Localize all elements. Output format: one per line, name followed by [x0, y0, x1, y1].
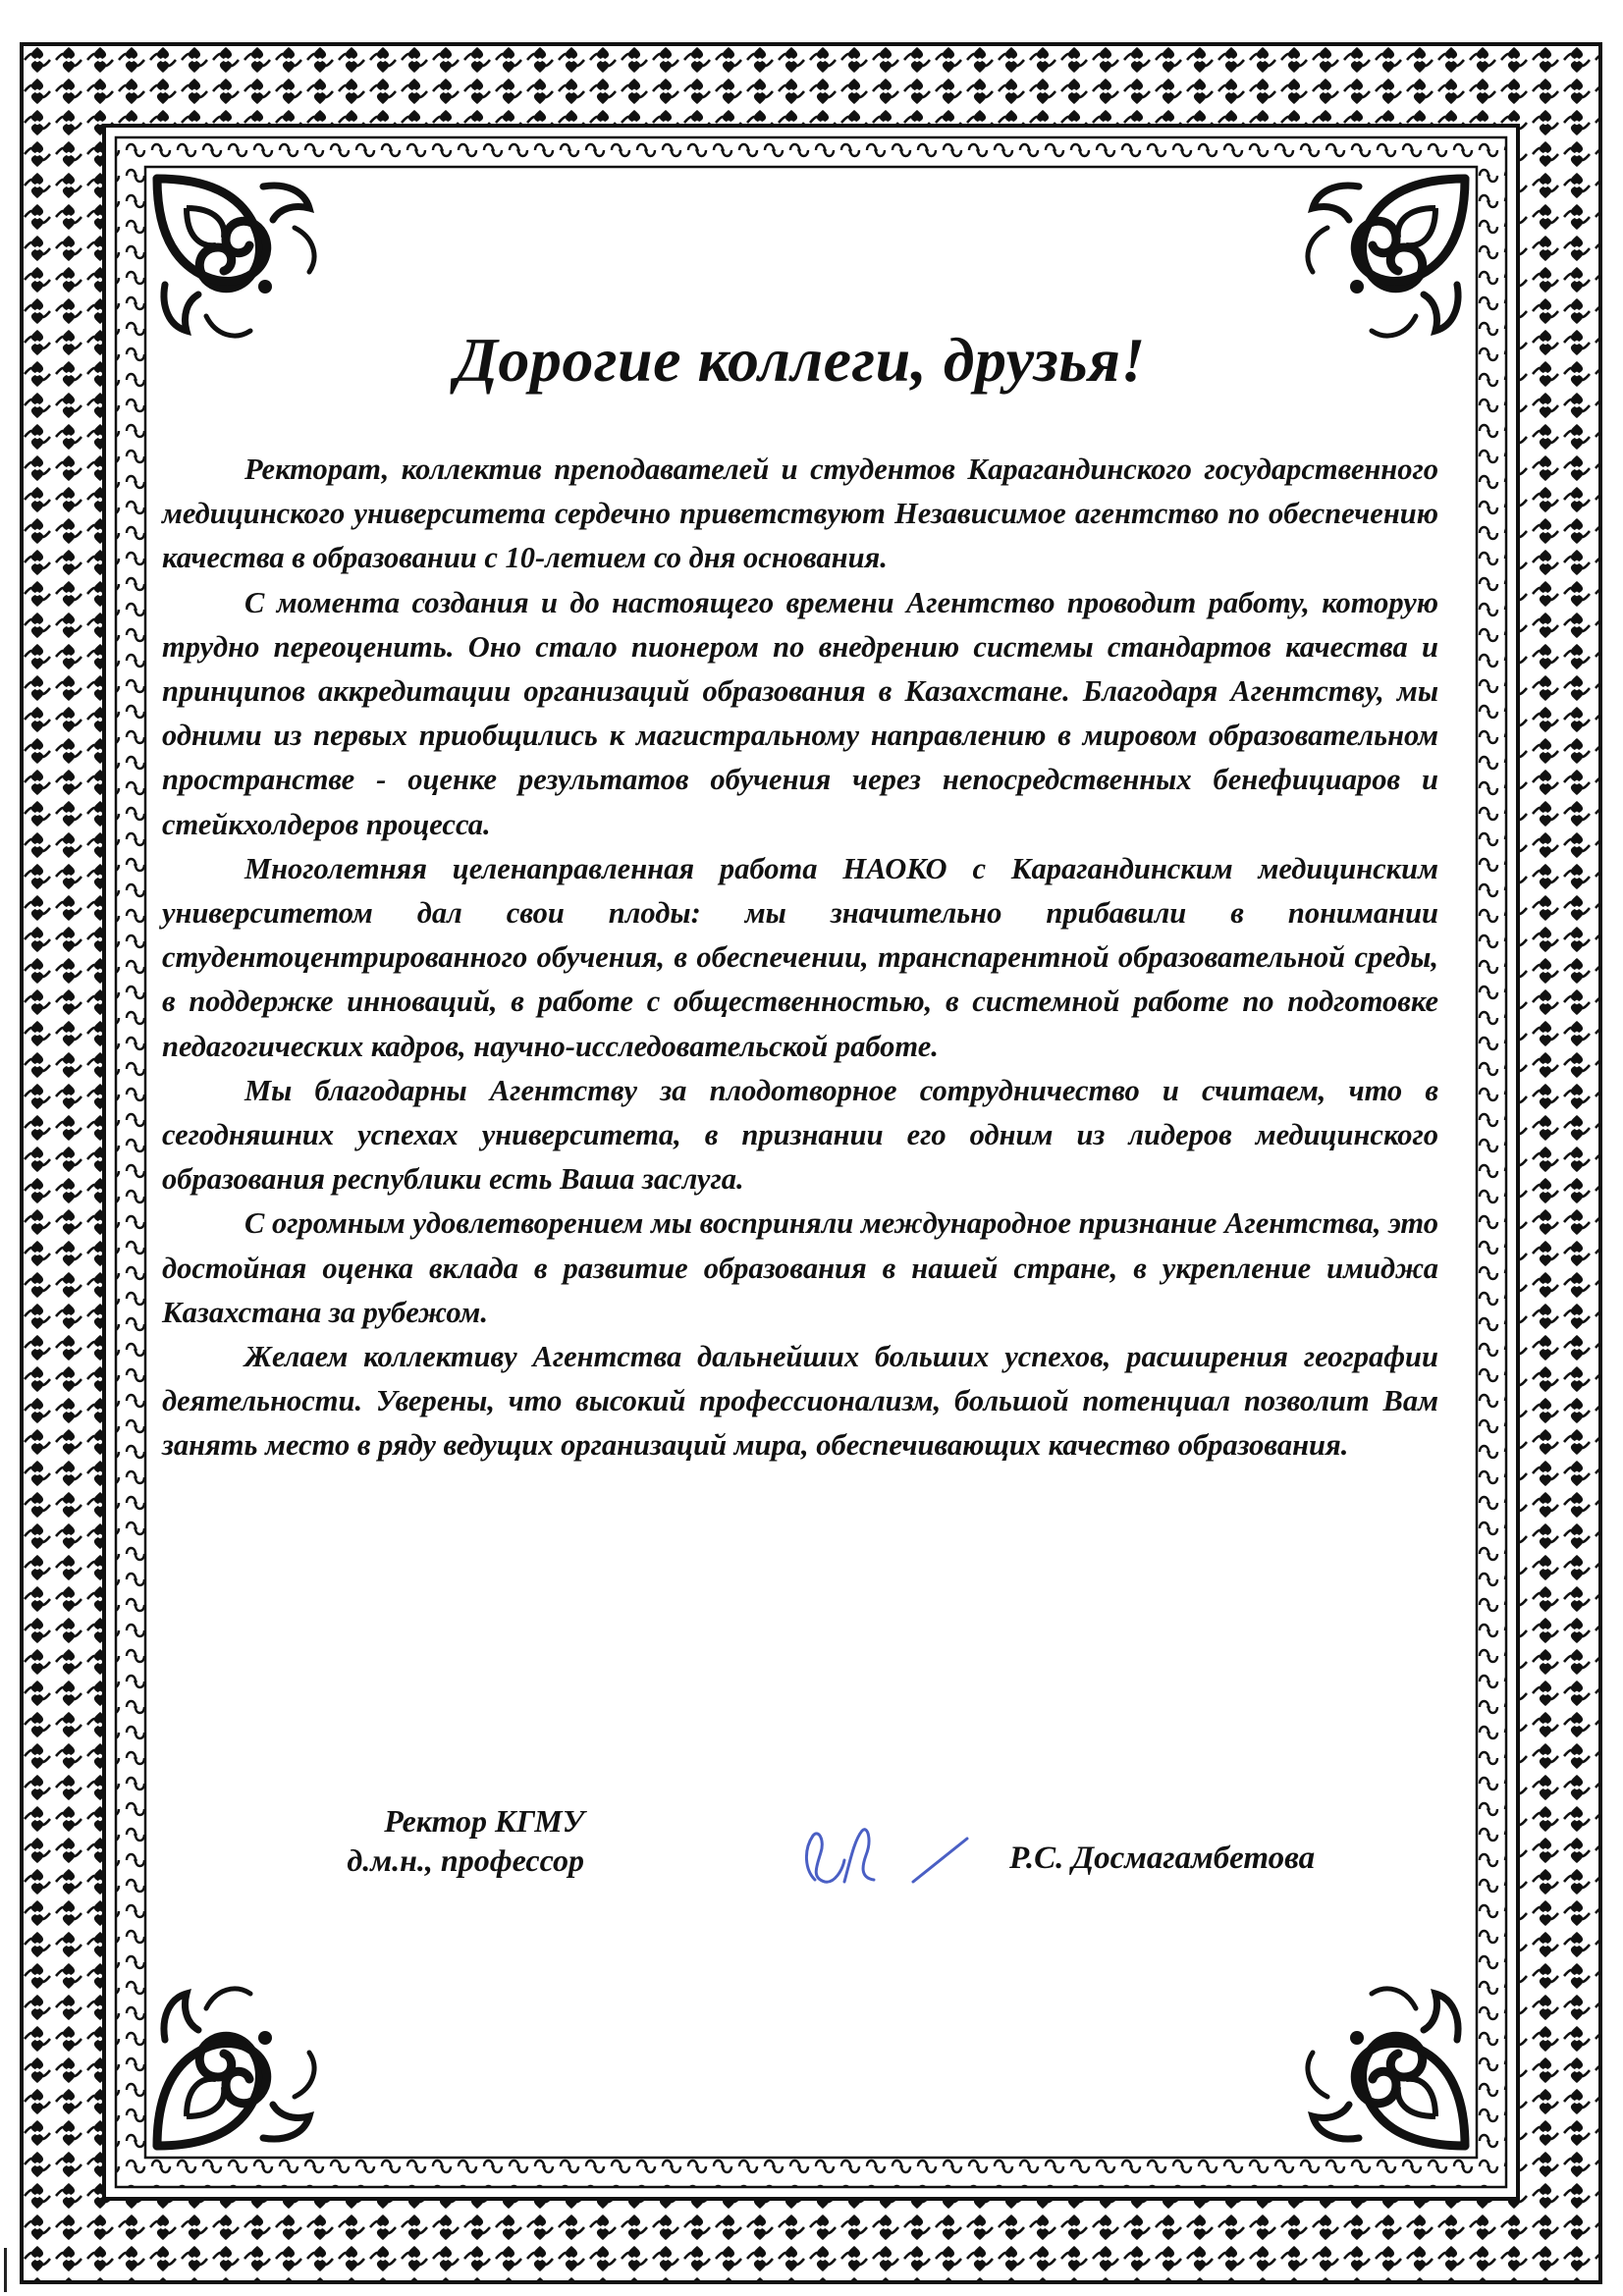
handwritten-signature — [785, 1801, 982, 1899]
signatory-name: Р.С. Досмагамбетова — [1009, 1841, 1316, 1876]
paragraph-wishes: Желаем коллективу Агентства дальнейших больших успехов, расширения географии деятельности. Уверены, что высокий профессионализм, большой потенциал позволит Вам занять место в ряду ведущих организаций мира, обеспечивающих качество образования. — [162, 1340, 1438, 1463]
signatory-title — [295, 1801, 584, 1880]
paragraph-gratitude: Мы благодарны Агентству за плодотворное сотрудничество и считаем, что в сегодняшних успехах университета, в признании его одним из лидеров медицинского образования республики есть Ваша заслуга. — [162, 1073, 1438, 1197]
paragraph-agency-work: С момента создания и до настоящего времени Агентство проводит работу, которую трудно переоценить. Оно стало пионером по внедрению системы стандартов качества и принципов аккредитации организаций образования в Казахстане. Благодаря Агентству, мы одними из первых приобщились к магистральному направлению в мировом образовательном пространстве - оценке результатов обучения через непосредственных бенефициаров и стейкхолдеров процесса. — [162, 585, 1438, 841]
paragraph-international-recognition: С огромным удовлетворением мы восприняли международное признание Агентства, это достойная оценка вклада в развитие образования в нашей стране, в укрепление имиджа Казахстана за рубежом. — [162, 1206, 1438, 1329]
paragraph-congratulation: Ректорат, коллектив преподавателей и студентов Карагандинского государственного медицинского университета сердечно приветствуют Независимое агентство по обеспечению качества в образовании с 10-летием со дня основания. — [162, 453, 1438, 575]
signatory-degree: д.м.н., профессор — [347, 1842, 584, 1878]
scan-edge-mark — [4, 2248, 7, 2292]
letter-body — [162, 324, 1438, 1468]
signatory-position: Ректор КГМУ — [384, 1803, 584, 1839]
signature-block — [0, 1801, 1623, 1909]
paragraph-cooperation-results: Многолетняя целенаправленная работа НАОКО с Карагандинским медицинским университетом дал свои плоды: мы значительно прибавили в понимании студентоцентрированного обучения, в обеспечении, транспарентной образовательной среды, в поддержке инноваций, в работе с общественностью, в системной работе по подготовке педагогических кадров, научно-исследовательской работе. — [162, 851, 1438, 1063]
greeting-heading: Дорогие коллеги, друзья! — [455, 325, 1146, 395]
